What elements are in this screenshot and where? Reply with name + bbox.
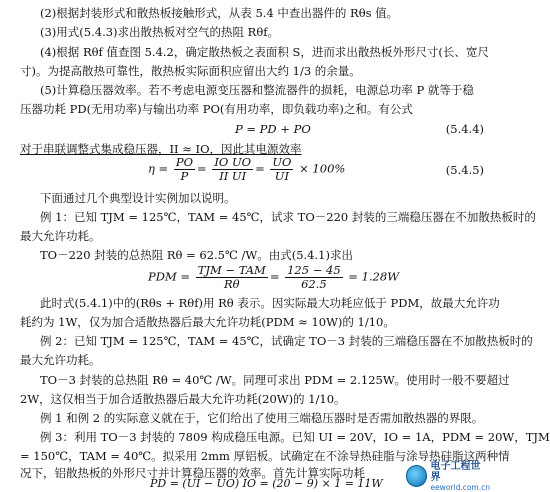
eq3-lhs: PDM = (148, 269, 191, 284)
equation-5-4-4: P = PD + PO (235, 122, 311, 136)
equation-number: (5.4.4) (445, 122, 484, 136)
text-line: 2W，这仅相当于加合适散热器后最大允许功耗(20W)的 1/10。 (20, 392, 346, 406)
numerator: UO (272, 155, 292, 169)
text-line: 例 3：利用 TO－3 封装的 7809 构成稳压电源。已知 UI = 20V，IO = 1A，PDM = 20W，TJM (40, 430, 550, 444)
eq3-tail: = 1.28W (348, 269, 400, 284)
fraction (270, 156, 293, 183)
text-line: (3)用式(5.4.3)求出散热板对空气的热阻 Rθf。 (40, 25, 280, 39)
text-line: 下面通过几个典型设计实例加以说明。 (40, 191, 236, 205)
text-line: = 150℃，TAM = 40℃。拟采用 2mm 厚铝板。试确定在不涂导热硅脂与涂导热硅脂这两种情 (20, 449, 510, 463)
fraction (196, 264, 268, 291)
text-line: 最大允许功耗。 (20, 353, 101, 367)
watermark-cn: 电子工程世界 (430, 460, 481, 483)
text-line: TO－3 封装的总热阻 Rθ = 40℃ /W。同理可求出 PDM = 2.125W。使用时一般不要超过 (40, 373, 510, 387)
text-line: 此时式(5.4.1)中的(Rθs + Rθf)用 Rθ 表示。因实际最大功耗应低于 PDM，故最大允许功 (40, 296, 500, 310)
numerator: PO (175, 155, 194, 169)
text-line: 最大允许功耗。 (20, 229, 101, 243)
equation-pdm: PDM = $\frac{\text{TJM − TAM}}{R\theta}$ = $\frac{125 - 45}{62.5}$ = 1.28W (148, 263, 400, 291)
watermark-en: eeworld.com.cn (430, 482, 490, 492)
numerator: IO UO (214, 155, 252, 169)
text-line: 压器功耗 PD(无用功率)与输出功率 PO(有用功率，即负载功率)之和。有公式 (20, 102, 413, 116)
denominator: 62.5 (301, 277, 327, 291)
text-line: 况下，铝散热板的外形尺寸并计算稳压器的效率。首先计算实际功耗 (20, 466, 365, 480)
eq2-tail: × 100% (299, 161, 346, 176)
text-line: 例 1 和例 2 的实际意义就在于，它们给出了使用三端稳压器时是否需加散热器的界限。 (40, 411, 484, 425)
eeworld-logo-icon (406, 465, 427, 487)
text-line: 对于串联调整式集成稳压器，II ≈ IO，因此其电源效率 (20, 142, 302, 156)
text-line: (2)根据封装形式和散热板接触形式，从表 5.4 中查出器件的 Rθs 值。 (40, 6, 399, 20)
denominator: UI (274, 169, 290, 183)
fraction (285, 264, 343, 291)
fraction (212, 156, 253, 183)
text-line: (4)根据 Rθf 值查图 5.4.2，确定散热板之表面积 S，进而求出散热板外形尺寸(长、宽尺 (40, 45, 489, 59)
text-line: (5)计算稳压器效率。若不考虑电源变压器和整流器件的损耗，电源总功率 P 就等于稳 (40, 83, 474, 97)
text-line: 寸)。为提高散热可靠性，散热板实际面积应留出大约 1/3 的余量。 (20, 64, 361, 78)
equation-pd: PD = (UI − UO) IO = (20 − 9) × 1 = 11W (150, 477, 383, 490)
text-line: 耗约为 1W，仅为加合适散热器后最大允许功耗(PDM ≈ 10W)的 1/10。 (20, 315, 395, 329)
equation-number: (5.4.5) (445, 163, 484, 177)
denominator: P (180, 169, 189, 183)
watermark (406, 460, 490, 492)
text-line: 例 1：已知 TJM = 125℃，TAM = 45℃，试求 TO－220 封装的三端稳压器在不加散热板时的 (40, 210, 536, 224)
denominator: II UI (219, 169, 247, 183)
text-line: 例 2：已知 TJM = 125℃，TAM = 45℃，试确定 TO－3 封装的三端稳压器在不加散热板时的 (40, 334, 533, 348)
fraction (174, 156, 195, 183)
numerator: 125 − 45 (287, 263, 341, 277)
equation-5-4-5: η = $\frac{PO}{P}$ = $\frac{\text{IO UO}}{\text{II UI}}$ = $\frac{UO}{UI}$ × 100% (148, 155, 346, 183)
eq2-lhs: η = (148, 161, 169, 176)
numerator: TJM − TAM (197, 263, 266, 277)
denominator: Rθ (223, 277, 240, 291)
text-line: TO－220 封装的总热阻 Rθ = 62.5℃ /W。由式(5.4.1)求出 (40, 248, 353, 262)
